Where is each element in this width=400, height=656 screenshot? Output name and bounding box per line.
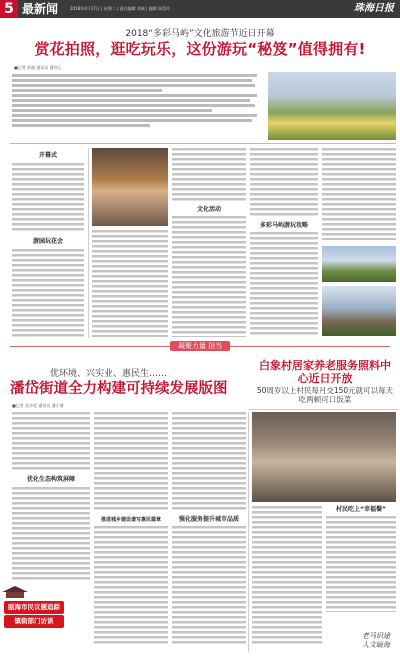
subhead-garden: 游园玩花会 <box>32 238 63 245</box>
photo-building <box>322 286 396 336</box>
page-number: 5 <box>0 0 18 18</box>
column-text <box>172 216 246 337</box>
section-band-label: 凝聚力量 担当 <box>170 341 230 351</box>
divider <box>10 143 396 144</box>
section-name: 最新闻 <box>22 2 59 16</box>
subhead-eco: 优化生态构筑屏障 <box>26 476 75 483</box>
temple-icon <box>0 584 30 600</box>
column-text <box>250 232 318 337</box>
second-byline: ■记者 苏泽雯 通讯员 潘小倩 <box>12 403 64 408</box>
column-text <box>252 506 322 646</box>
divider <box>248 412 249 652</box>
column-text <box>94 412 168 512</box>
column-text <box>326 516 396 612</box>
column-text <box>12 249 84 337</box>
lead-intro-text <box>12 72 262 138</box>
column-text <box>92 230 168 337</box>
column-text <box>172 526 246 646</box>
masthead-bar <box>0 0 400 18</box>
date-line: 2018年4月17日 | 星期二 | 责任编辑 刘威 | 编辑 周美玲 <box>70 6 171 11</box>
newspaper-brand: 珠海日报 <box>354 3 394 14</box>
column-text <box>12 163 84 233</box>
lead-byline: ■记者 苏晓 通讯员 曹伟云 <box>14 65 62 70</box>
column-text <box>322 148 396 240</box>
column-text <box>250 148 318 218</box>
lead-photo-flowers <box>268 72 396 140</box>
side-headline: 白象村居家养老服务照料中心近日开放 <box>259 359 391 385</box>
subhead-urban: 推进城乡建设谱写惠民篇章 <box>100 517 161 523</box>
subhead-culture: 文化活动 <box>196 206 221 213</box>
badge-line-2: 镇街部门访谈 <box>4 615 64 628</box>
second-kicker: 优环境、兴实业、惠民生…… <box>50 369 168 379</box>
lead-headline: 赏花拍照，逛吃玩乐，这份游玩“秘笈”值得拥有! <box>34 40 366 58</box>
column-text <box>12 412 90 472</box>
badge-line-1: 瓯海市民议题追踪 <box>4 601 64 614</box>
column-text <box>172 412 246 512</box>
signature-logo: 老马识途 人文瓯海 <box>362 632 390 649</box>
column-text <box>94 526 168 646</box>
lead-kicker: 2018“多彩马屿”文化旅游节近日开幕 <box>125 29 275 39</box>
column-text <box>12 487 90 582</box>
divider <box>88 148 89 338</box>
subhead-service: 强化服务提升城市品质 <box>178 516 239 523</box>
column-text <box>172 148 246 203</box>
photo-landscape <box>322 246 396 282</box>
subhead-opening: 开幕式 <box>38 152 57 159</box>
photo-stage <box>92 148 168 226</box>
second-headline: 潘岱街道全力构建可持续发展版图 <box>10 381 228 397</box>
side-subhead: 50周岁以上村民每月交150元就可以每天吃两顿可口饭菜 <box>256 386 394 404</box>
subhead-guide: 多彩马屿游玩攻略 <box>259 222 308 229</box>
photo-canteen <box>252 412 396 502</box>
subhead-meal: 村民吃上“幸福餐” <box>336 506 386 513</box>
